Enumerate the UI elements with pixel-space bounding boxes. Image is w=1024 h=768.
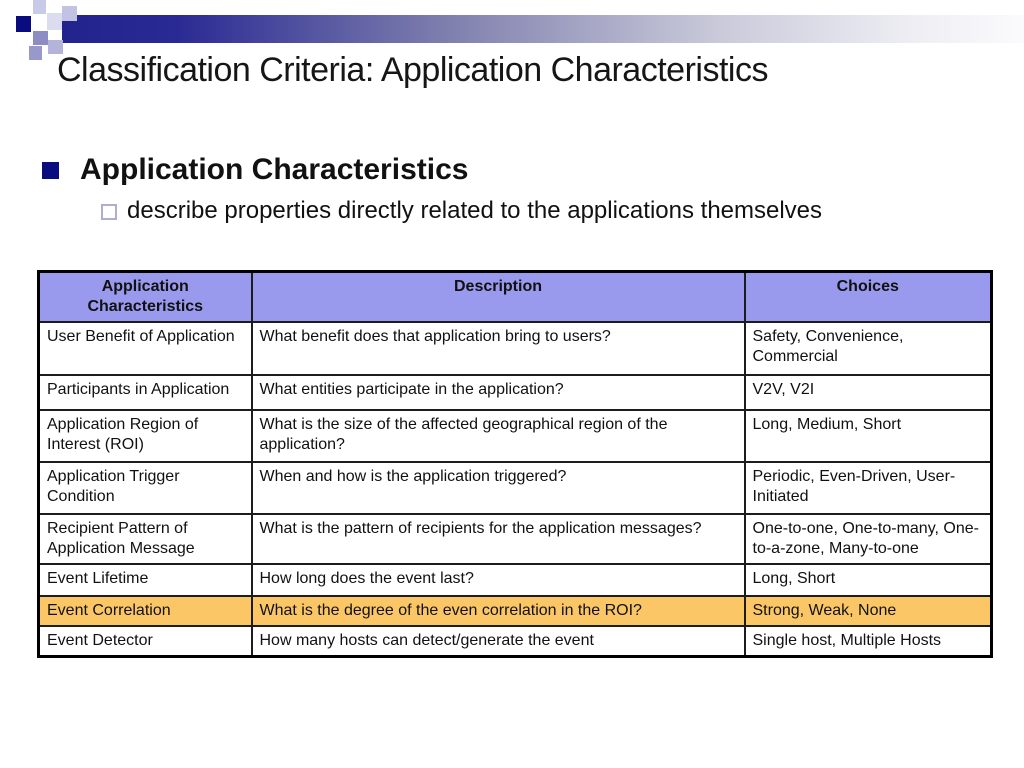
deco-square xyxy=(47,13,62,30)
table-cell-description: What is the degree of the even correlation in the ROI? xyxy=(252,596,745,626)
table-cell-characteristic: Participants in Application xyxy=(39,375,252,410)
deco-square xyxy=(29,46,42,60)
bullet-item xyxy=(42,152,468,188)
sub-bullet-square-icon xyxy=(101,204,117,220)
column-header: Choices xyxy=(745,272,992,323)
slide-title: Classification Criteria: Application Characteristics xyxy=(57,51,768,89)
table-cell-description: What is the size of the affected geographical region of the application? xyxy=(252,410,745,462)
table-row xyxy=(39,322,992,375)
bullet-label: Application Characteristics xyxy=(80,153,469,186)
characteristics-table xyxy=(37,270,993,658)
table-cell-characteristic: Application Region of Interest (ROI) xyxy=(39,410,252,462)
table-cell-description: What entities participate in the application? xyxy=(252,375,745,410)
table-row xyxy=(39,596,992,626)
table-cell-characteristic: Event Correlation xyxy=(39,596,252,626)
deco-square xyxy=(62,6,77,21)
table-cell-choices: Long, Medium, Short xyxy=(745,410,992,462)
table-row xyxy=(39,375,992,410)
table-cell-characteristic: Recipient Pattern of Application Message xyxy=(39,514,252,564)
deco-square xyxy=(33,31,48,45)
table-row xyxy=(39,410,992,462)
table-row xyxy=(39,462,992,514)
table-cell-choices: Single host, Multiple Hosts xyxy=(745,626,992,657)
sub-bullet-item xyxy=(101,196,822,226)
table-body xyxy=(39,322,992,657)
column-header: Description xyxy=(252,272,745,323)
table-cell-choices: V2V, V2I xyxy=(745,375,992,410)
table-cell-description: How long does the event last? xyxy=(252,564,745,596)
table-cell-characteristic: Application Trigger Condition xyxy=(39,462,252,514)
column-header: Application Characteristics xyxy=(39,272,252,323)
table-cell-description: How many hosts can detect/generate the event xyxy=(252,626,745,657)
table-cell-choices: Safety, Convenience, Commercial xyxy=(745,322,992,375)
table-cell-choices: Periodic, Even-Driven, User-Initiated xyxy=(745,462,992,514)
table-cell-characteristic: User Benefit of Application xyxy=(39,322,252,375)
table-cell-characteristic: Event Detector xyxy=(39,626,252,657)
table-cell-description: What is the pattern of recipients for the application messages? xyxy=(252,514,745,564)
table-cell-description: When and how is the application triggered? xyxy=(252,462,745,514)
deco-square xyxy=(33,0,46,14)
table-row xyxy=(39,514,992,564)
deco-square xyxy=(16,16,31,32)
table-cell-choices: One-to-one, One-to-many, One-to-a-zone, Many-to-one xyxy=(745,514,992,564)
top-gradient-bar xyxy=(62,15,1024,43)
sub-bullet-label: describe properties directly related to the applications themselves xyxy=(127,197,823,224)
bullet-square-icon xyxy=(42,162,59,179)
table-cell-characteristic: Event Lifetime xyxy=(39,564,252,596)
table-cell-choices: Strong, Weak, None xyxy=(745,596,992,626)
table-row xyxy=(39,626,992,657)
table-cell-choices: Long, Short xyxy=(745,564,992,596)
table-row xyxy=(39,564,992,596)
table-header xyxy=(39,272,992,323)
table-cell-description: What benefit does that application bring to users? xyxy=(252,322,745,375)
